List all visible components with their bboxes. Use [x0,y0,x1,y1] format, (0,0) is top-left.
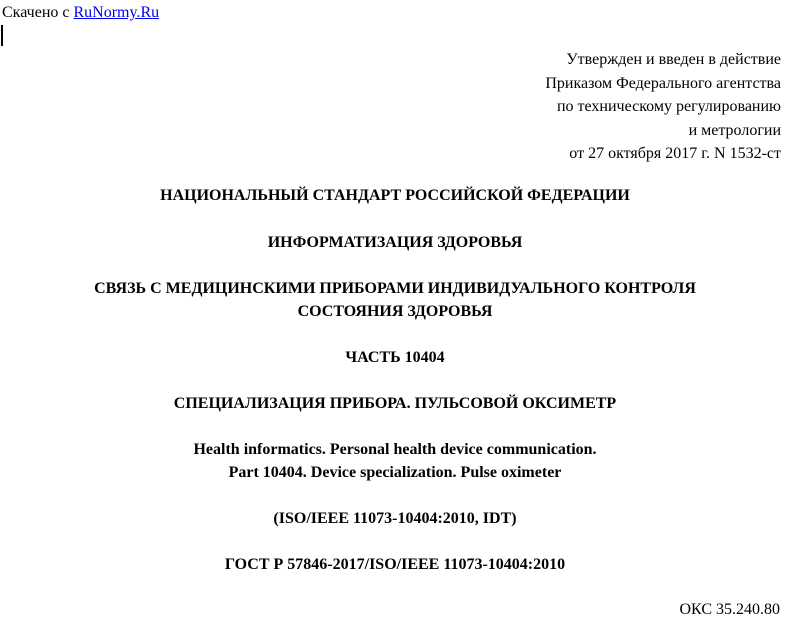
approval-line: от 27 октября 2017 г. N 1532-ст [569,145,781,162]
subject-title-line1: СВЯЗЬ С МЕДИЦИНСКИМИ ПРИБОРАМИ ИНДИВИДУАЛЬНОГО КОНТРОЛЯ [94,280,696,297]
approval-line: Утвержден и введен в действие [566,51,781,68]
iso-reference: (ISO/IEEE 11073-10404:2010, IDT) [273,510,517,527]
approval-block [545,48,781,166]
national-standard-title: НАЦИОНАЛЬНЫЙ СТАНДАРТ РОССИЙСКОЙ ФЕДЕРАЦИИ [160,187,630,204]
approval-line: по техническому регулированию [556,98,781,115]
approval-line: Приказом Федерального агентства [545,74,781,92]
specialization-title: СПЕЦИАЛИЗАЦИЯ ПРИБОРА. ПУЛЬСОВОЙ ОКСИМЕТР [173,395,617,412]
series-title: ИНФОРМАТИЗАЦИЯ ЗДОРОВЬЯ [267,234,523,251]
text-cursor [1,25,3,46]
subject-title-line2: СОСТОЯНИЯ ЗДОРОВЬЯ [297,303,493,320]
english-title-line1: Health informatics. Personal health device communication. [193,441,597,458]
okc-code: ОКС 35.240.80 [679,601,780,618]
approval-line: и метрологии [688,121,781,139]
part-title: ЧАСТЬ 10404 [345,349,445,366]
gost-designation: ГОСТ Р 57846-2017/ISO/IEEE 11073-10404:2010 [224,556,566,573]
source-link[interactable]: RuNormy.Ru [73,4,160,21]
source-line [2,3,159,22]
source-prefix: Скачено с [2,4,74,21]
english-title-line2: Part 10404. Device specialization. Pulse oximeter [228,464,562,481]
